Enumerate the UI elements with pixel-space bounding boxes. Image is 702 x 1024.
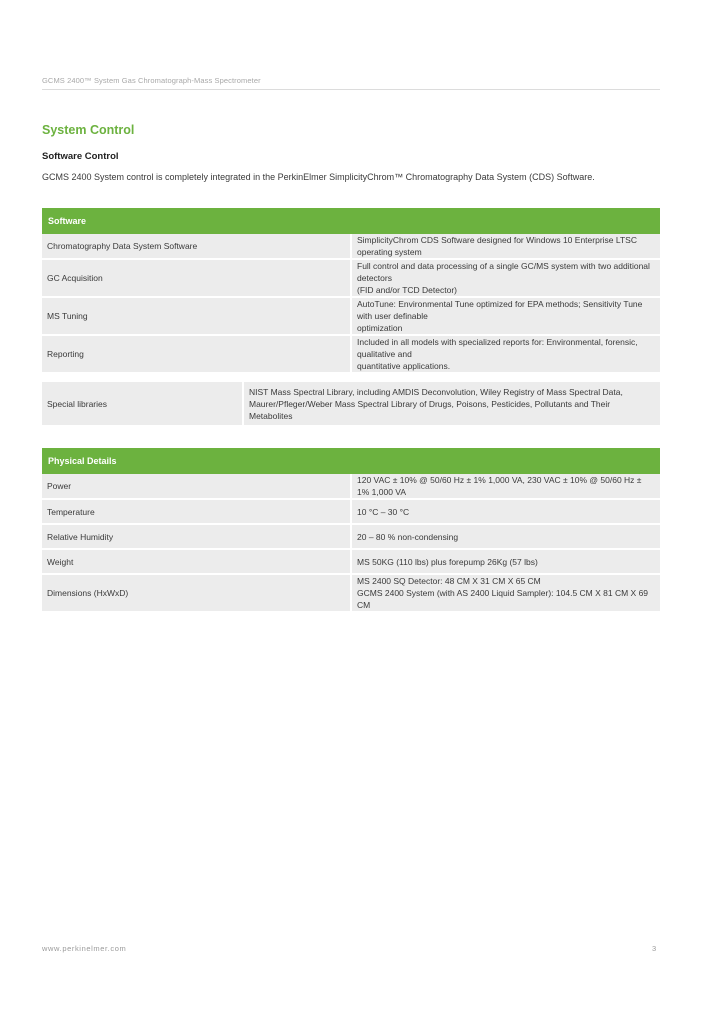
- row-value: MS 50KG (110 lbs) plus forepump 26Kg (57 lbs): [351, 549, 660, 574]
- table-row: [42, 234, 660, 259]
- row-label: GC Acquisition: [42, 259, 351, 297]
- row-label: Dimensions (HxWxD): [42, 574, 351, 612]
- row-value-line: Metabolites: [249, 410, 293, 421]
- row-label: Reporting: [42, 335, 351, 373]
- physical-table-heading: Physical Details: [42, 448, 660, 474]
- row-value: SimplicityChrom CDS Software designed for Windows 10 Enterprise LTSC operating system: [351, 234, 660, 259]
- table-row: [42, 499, 660, 524]
- intro-paragraph: GCMS 2400 System control is completely integrated in the PerkinElmer SimplicityChrom™ Chromatography Data System (CDS) Software.: [42, 172, 595, 182]
- row-label: Special libraries: [42, 382, 243, 426]
- row-label: MS Tuning: [42, 297, 351, 335]
- row-value: [351, 259, 660, 297]
- header-divider: [42, 89, 660, 90]
- physical-details-table: [42, 448, 660, 613]
- table-header-row: [42, 448, 660, 474]
- section-title: System Control: [42, 123, 135, 137]
- table-row: [42, 259, 660, 297]
- row-label: Power: [42, 474, 351, 499]
- subsection-title: Software Control: [42, 151, 119, 162]
- table-row: [42, 549, 660, 574]
- row-value-line: optimization: [357, 323, 403, 333]
- table-row: [42, 297, 660, 335]
- row-value-line: Included in all models with specialized reports for: Environmental, forensic, qualitative and: [357, 337, 638, 359]
- row-value-line: MS 2400 SQ Detector: 48 CM X 31 CM X 65 CM: [357, 576, 541, 586]
- row-value: [351, 335, 660, 373]
- row-label: Chromatography Data System Software: [42, 234, 351, 259]
- table-row: [42, 524, 660, 549]
- row-value-line: NIST Mass Spectral Library, including AMDIS Deconvolution, Wiley Registry of Mass Spectral Data,: [249, 386, 623, 397]
- table-row: [42, 574, 660, 612]
- row-value-line: Full control and data processing of a single GC/MS system with two additional detectors: [357, 261, 650, 283]
- page-number: 3: [652, 944, 657, 953]
- footer-url: www.perkinelmer.com: [42, 944, 127, 953]
- table-row: [42, 382, 660, 426]
- software-table-heading: Software: [42, 208, 660, 234]
- row-value: [351, 574, 660, 612]
- row-value: [243, 382, 660, 426]
- row-value-line: AutoTune: Environmental Tune optimized for EPA methods; Sensitivity Tune with user definable: [357, 299, 643, 321]
- table-header-row: [42, 208, 660, 234]
- table-row: [42, 335, 660, 373]
- software-table: [42, 208, 660, 374]
- libraries-table: [42, 382, 660, 427]
- row-value: [351, 297, 660, 335]
- row-value-line: quantitative applications.: [357, 361, 451, 371]
- row-value: 120 VAC ± 10% @ 50/60 Hz ± 1% 1,000 VA, 230 VAC ± 10% @ 50/60 Hz ± 1% 1,000 VA: [351, 474, 660, 499]
- row-value-line: Maurer/Pfleger/Weber Mass Spectral Library of Drugs, Poisons, Pesticides, Pollutants and Their: [249, 398, 611, 409]
- row-value: 10 °C – 30 °C: [351, 499, 660, 524]
- row-value-line: GCMS 2400 System (with AS 2400 Liquid Sampler): 104.5 CM X 81 CM X 69 CM: [357, 588, 649, 610]
- row-label: Temperature: [42, 499, 351, 524]
- row-value: 20 – 80 % non-condensing: [351, 524, 660, 549]
- row-label: Relative Humidity: [42, 524, 351, 549]
- running-header: GCMS 2400™ System Gas Chromatograph-Mass Spectrometer: [42, 76, 261, 85]
- row-value-line: (FID and/or TCD Detector): [357, 285, 457, 295]
- table-row: [42, 474, 660, 499]
- row-label: Weight: [42, 549, 351, 574]
